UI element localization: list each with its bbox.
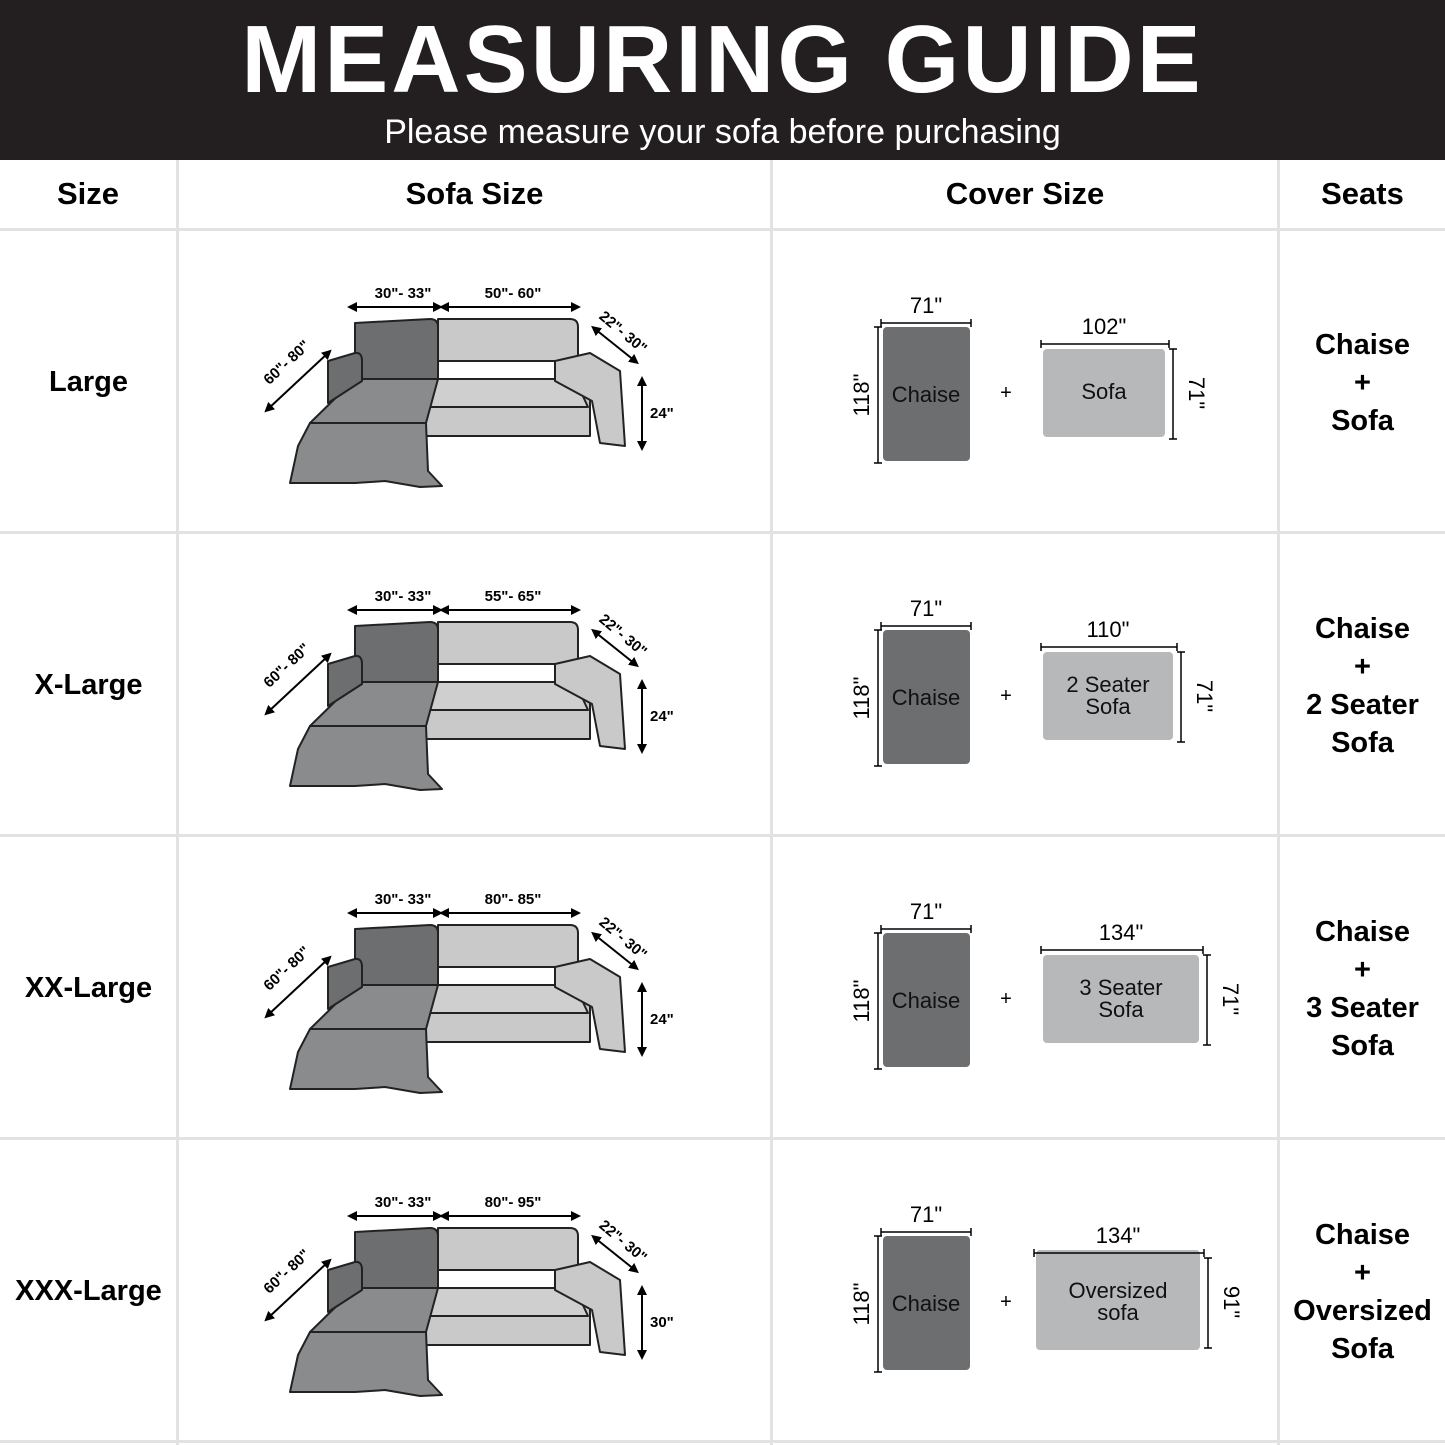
header-banner: [0, 0, 1445, 160]
chaise-cover-width: 71": [909, 1202, 943, 1227]
size-label: XX-Large: [24, 972, 153, 1004]
chaise-length-label: 60"- 80": [260, 337, 314, 389]
cover-illustration: [773, 231, 1278, 534]
chaise-cover-length: 118": [849, 979, 874, 1023]
seats-label: Chaise + Sofa: [1314, 328, 1411, 437]
size-label: X-Large: [34, 669, 143, 701]
size-row-2: [0, 534, 1445, 837]
chaise-cover: [849, 596, 971, 766]
sofa-cover-label-1: 2 Seater: [1066, 672, 1150, 697]
sofa-body: [290, 1228, 625, 1396]
sofa-body: [290, 622, 625, 790]
chaise-length-label: 60"- 80": [260, 1246, 314, 1298]
size-row-4: [0, 1140, 1445, 1443]
sofa-cover-label-2: Sofa: [1098, 997, 1144, 1022]
plus-sign: +: [1000, 1291, 1012, 1313]
size-label: XXX-Large: [15, 1275, 162, 1307]
chaise-length-label: 60"- 80": [260, 943, 314, 995]
depth-label: 22"- 30": [595, 610, 651, 661]
sofa-width-label: 80"- 95": [484, 1194, 542, 1211]
cover-diagram: [773, 534, 1278, 837]
sofa-width-label: 55"- 65": [484, 588, 542, 605]
sofa-illustration: [180, 231, 770, 534]
cover-illustration: [773, 534, 1278, 837]
sofa-cover: [1041, 920, 1243, 1045]
depth-label: 22"- 30": [595, 1216, 651, 1267]
height-label: 24": [650, 405, 674, 422]
chaise-cover-width: 71": [909, 293, 943, 318]
sofa-cover: [1041, 617, 1217, 742]
sofa-illustration: [180, 534, 770, 837]
sofa-width-label: 50"- 60": [484, 285, 542, 302]
sofa-cover-width: 134": [1095, 1223, 1141, 1248]
sofa-body: [290, 925, 625, 1093]
seats-label: Chaise + 3 Seater Sofa: [1306, 915, 1419, 1062]
page-subtitle: Please measure your sofa before purchasing: [384, 113, 1061, 151]
page-title: MEASURING GUIDE: [241, 6, 1204, 113]
plus-sign: +: [1000, 685, 1012, 707]
chaise-cover-width: 71": [909, 596, 943, 621]
sofa-cover-label-1: Oversized: [1068, 1278, 1168, 1303]
cover-diagram: [773, 1140, 1278, 1443]
cover-illustration: [773, 837, 1278, 1140]
chaise-cover: [849, 1202, 971, 1372]
seats-label: Chaise + Oversized Sofa: [1293, 1218, 1432, 1365]
sofa-cover-width: 110": [1086, 617, 1130, 642]
sofa-cover: [1034, 1223, 1244, 1350]
chaise-cover: [849, 899, 971, 1069]
col-header-sofa-size: Sofa Size: [405, 176, 544, 211]
height-label: 24": [650, 1011, 674, 1028]
size-label: Large: [49, 366, 128, 398]
chaise-width-label: 30"- 33": [374, 588, 432, 605]
plus-sign: +: [1000, 382, 1012, 404]
cover-diagram: [773, 231, 1278, 534]
sofa-cover-depth: 71": [1218, 982, 1243, 1016]
chaise-width-label: 30"- 33": [374, 285, 432, 302]
plus-sign: +: [1000, 988, 1012, 1010]
sofa-cover: [1041, 314, 1209, 439]
size-row-1: [0, 231, 1445, 534]
chaise-cover: [849, 293, 971, 463]
col-header-cover-size: Cover Size: [945, 176, 1105, 211]
sofa-cover-depth: 71": [1184, 376, 1209, 410]
chaise-width-label: 30"- 33": [374, 891, 432, 908]
depth-label: 22"- 30": [595, 913, 651, 964]
chaise-cover-label: Chaise: [891, 988, 961, 1013]
chaise-cover-label: Chaise: [891, 685, 961, 710]
chaise-cover-label: Chaise: [891, 382, 961, 407]
chaise-cover-length: 118": [849, 373, 874, 417]
chaise-cover-length: 118": [849, 1282, 874, 1326]
sofa-illustration: [180, 837, 770, 1140]
sofa-diagram: [180, 534, 770, 837]
sofa-diagram: [180, 837, 770, 1140]
cover-diagram: [773, 837, 1278, 1140]
sofa-cover-label-2: sofa: [1097, 1300, 1139, 1325]
size-row-3: [0, 837, 1445, 1140]
sofa-cover-depth: 71": [1192, 679, 1217, 713]
chaise-cover-label: Chaise: [891, 1291, 961, 1316]
sofa-cover-label-1: 3 Seater: [1079, 975, 1163, 1000]
cover-illustration: [773, 1140, 1278, 1443]
sofa-cover-width: 134": [1098, 920, 1144, 945]
sofa-diagram: [180, 231, 770, 534]
sofa-cover-depth: 91": [1219, 1285, 1244, 1319]
chaise-cover-length: 118": [849, 676, 874, 720]
sofa-illustration: [180, 1140, 770, 1443]
chaise-cover-width: 71": [909, 899, 943, 924]
sofa-width-label: 80"- 85": [484, 891, 542, 908]
depth-label: 22"- 30": [595, 307, 651, 358]
seats-label: Chaise + 2 Seater Sofa: [1306, 612, 1419, 759]
chaise-length-label: 60"- 80": [260, 640, 314, 692]
size-table: [0, 160, 1445, 1445]
sofa-cover-width: 102": [1081, 314, 1127, 339]
height-label: 24": [650, 708, 674, 725]
col-header-seats: Seats: [1321, 176, 1404, 211]
sofa-body: [290, 319, 625, 487]
height-label: 30": [650, 1314, 674, 1331]
sofa-cover-label-1: Sofa: [1081, 379, 1127, 404]
sofa-cover-label-2: Sofa: [1085, 694, 1131, 719]
chaise-width-label: 30"- 33": [374, 1194, 432, 1211]
sofa-diagram: [180, 1140, 770, 1443]
col-header-size: Size: [56, 176, 120, 211]
